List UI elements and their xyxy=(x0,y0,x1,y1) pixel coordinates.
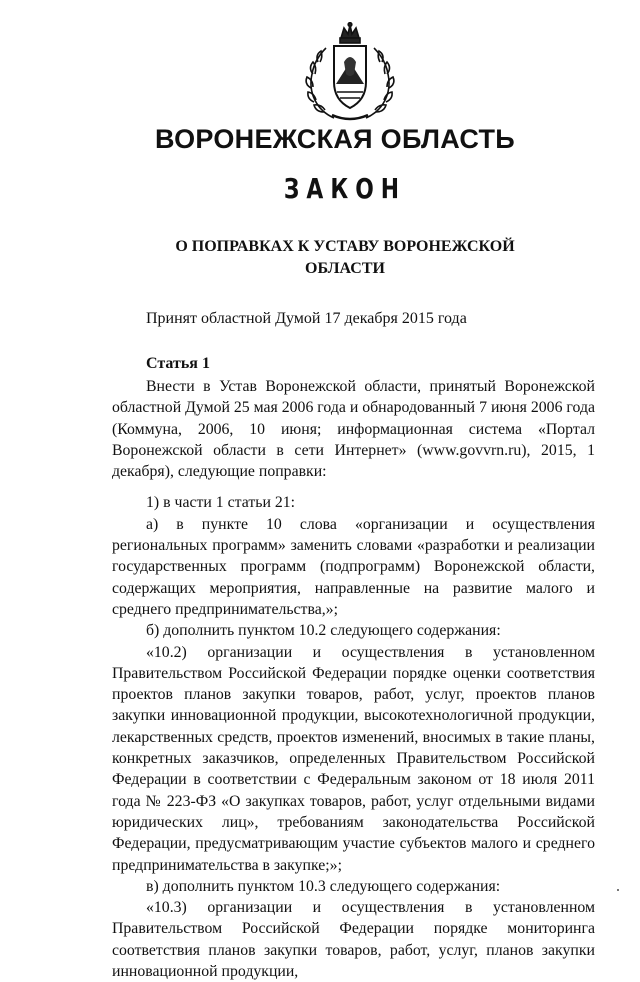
scan-speck xyxy=(617,889,619,891)
article-paragraph: «10.3) организации и осуществления в установленном Правительством Российской Федерации порядке мониторинга соответствия планов закупки товаров, работ, услуг, планов закупки инновационной продукции, xyxy=(112,899,595,981)
adoption-date-line: Принят областной Думой 17 декабря 2015 года xyxy=(146,310,467,327)
article-paragraph: в) дополнить пунктом 10.3 следующего содержания: xyxy=(146,877,501,895)
coat-of-arms-icon xyxy=(304,22,396,122)
article-body xyxy=(112,376,595,982)
article-paragraph: 1) в части 1 статьи 21: xyxy=(146,494,296,512)
document-type-title: ЗАКОН xyxy=(283,172,407,205)
article-paragraph: «10.2) организации и осуществления в установленном Правительством Российской Федерации порядке оценки соответствия проектов планов закупки товаров, работ, услуг, проектов планов закупки инновационной продукции, высокотехнологичной продукции, лекарственных средств, проектов изменений, вносимых в такие планы, конкретных заказчиков, определенных Правительством Российской Федерации в соответствии с Федеральным законом от 18 июля 2011 года № 223-ФЗ «О закупках товаров, работ, услуг отдельными видами юридических лиц», требованиям законодательства Российской Федерации, предусматривающим участие субъектов малого и среднего предпринимательства в закупке;»; xyxy=(112,643,595,874)
law-subject-title: О ПОПРАВКАХ К УСТАВУ ВОРОНЕЖСКОЙ ОБЛАСТИ xyxy=(175,238,515,277)
region-title: ВОРОНЕЖСКАЯ ОБЛАСТЬ xyxy=(154,124,516,154)
article-paragraph: б) дополнить пунктом 10.2 следующего содержания: xyxy=(146,622,501,640)
article-paragraph: Внести в Устав Воронежской области, принятый Воронежской областной Думой 25 мая 2006 года и обнародованный 7 июня 2006 года (Коммуна, 2006, 10 июня; информационная система «Портал Воронежской области в сети Интернет» (www.govvrn.ru), 2015, 1 декабря), следующие поправки: xyxy=(112,378,595,481)
article-heading: Статья 1 xyxy=(146,355,210,372)
article-paragraph: а) в пункте 10 слова «организации и осуществления региональных программ» заменить словами «разработки и реализации государственных программ (подпрограмм) Воронежской области, содержащих мероприятия, направленные на развитие малого и среднего предпринимательства,»; xyxy=(112,515,595,618)
